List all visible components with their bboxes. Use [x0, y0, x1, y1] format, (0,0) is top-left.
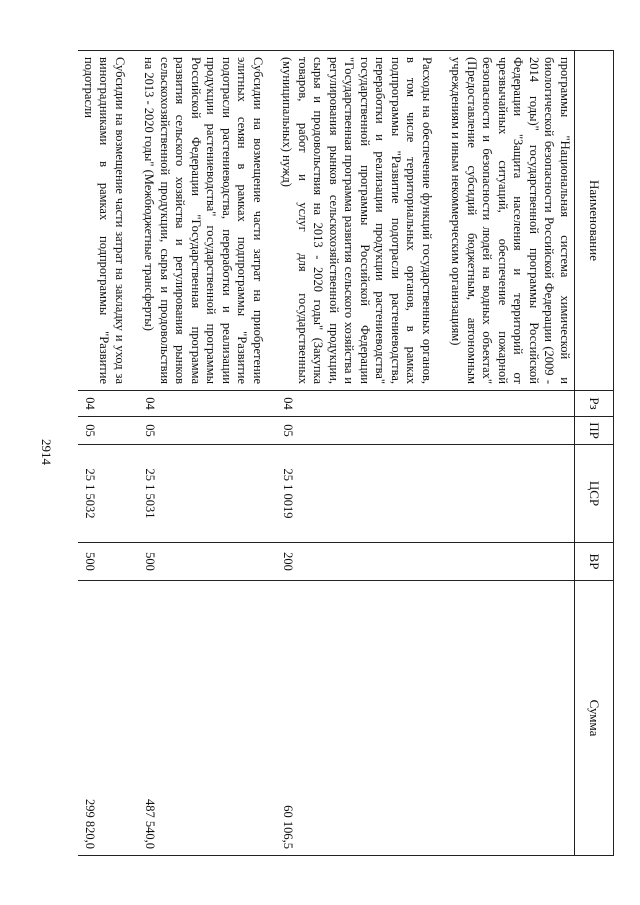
table-row — [79, 51, 140, 856]
row-rz — [446, 391, 575, 417]
row-sum — [446, 581, 575, 856]
header-pr: ПР — [575, 417, 614, 445]
row-csr — [446, 445, 575, 543]
header-rz: Рз — [575, 391, 614, 417]
row-rz: 04 — [139, 391, 277, 417]
row-sum: 60 106,5 — [277, 581, 446, 856]
row-sum: 299 820,0 — [79, 581, 140, 856]
table-row — [277, 51, 446, 856]
row-rz: 04 — [277, 391, 446, 417]
row-name: Субсидии на возмещение части затрат на приобретение элитных семян в рамках подпрограммы "Развитие подотрасли растениеводства, переработки и реализации продукции растениеводства" государственной программы Российской Федерации "Государственная программа развития сельского хозяйства и регулирования рынков сельскохозяйственной продукции, сырья и продовольствия на 2013 - 2020 годы" (Межбюджетные трансферты) — [139, 51, 277, 391]
rotated-page-content — [74, 50, 614, 855]
header-name: Наименование — [575, 51, 614, 391]
row-vr: 200 — [277, 543, 446, 581]
row-vr: 500 — [79, 543, 140, 581]
table-row — [139, 51, 277, 856]
row-sum: 487 540,0 — [139, 581, 277, 856]
row-csr: 25 1 5031 — [139, 445, 277, 543]
table-row — [446, 51, 575, 856]
page-number: 2914 — [39, 439, 54, 465]
table-header-row — [575, 51, 614, 856]
header-csr: ЦСР — [575, 445, 614, 543]
row-csr: 25 1 0019 — [277, 445, 446, 543]
row-pr: 05 — [79, 417, 140, 445]
row-rz: 04 — [79, 391, 140, 417]
row-name: Субсидии на возмещение части затрат на закладку и уход за виноградниками в рамках подпрограммы "Развитие подотрасли — [79, 51, 140, 391]
row-pr: 05 — [277, 417, 446, 445]
budget-table — [79, 50, 615, 856]
row-pr — [446, 417, 575, 445]
header-vr: ВР — [575, 543, 614, 581]
row-name: Расходы на обеспечение функций государственных органов, в том числе территориальных органов, в рамках подпрограммы "Развитие подотрасли растениеводства, переработки и реализации продукции растениеводства" государственной программы Российской Федерации "Государственная программа развития сельского хозяйства и регулирования рынков сельскохозяйственной продукции, сырья и продовольствия на 2013 - 2020 годы" (Закупка товаров, работ и услуг для государственных (муниципальных) нужд) — [277, 51, 446, 391]
row-vr — [446, 543, 575, 581]
header-sum: Сумма — [575, 581, 614, 856]
row-csr: 25 1 5032 — [79, 445, 140, 543]
row-name: программы "Национальная система химической и биологической безопасности Российской Федерации (2009 - 2014 годы)" государственной программы Российской Федерации "Защита населения и территорий от чрезвычайных ситуаций, обеспечение пожарной безопасности и безопасности людей на водных объектах" (Предоставление субсидий бюджетным, автономным учреждениям и иным некоммерческим организациям) — [446, 51, 575, 391]
row-vr: 500 — [139, 543, 277, 581]
row-pr: 05 — [139, 417, 277, 445]
